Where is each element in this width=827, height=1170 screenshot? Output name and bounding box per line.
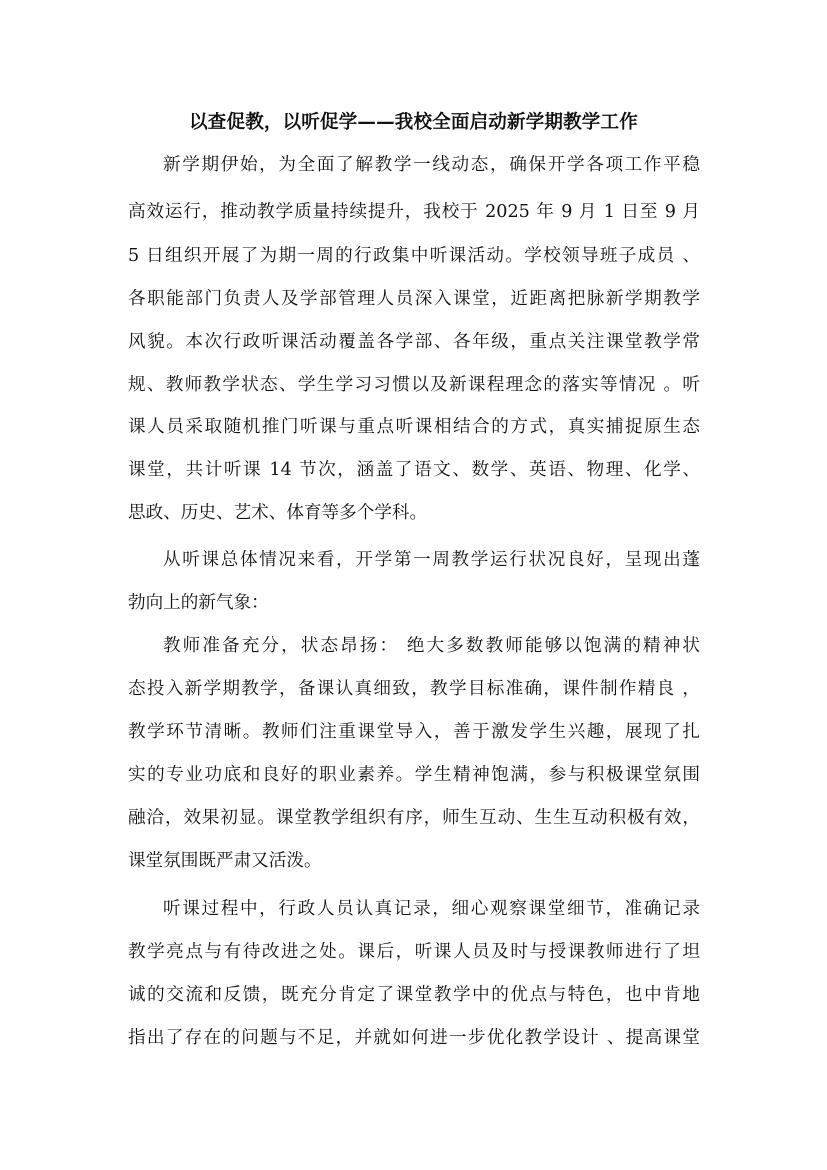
- text-line: 规、教师教学状态、学生学习习惯以及新课程理念的落实等情况 。听: [128, 375, 700, 395]
- text-line: 课堂氛围既严肃又活泼。: [128, 851, 322, 871]
- text-line: 高效运行，推动教学质量持续提升，我校于 2025 年 9 月 1 日至 9 月: [128, 202, 700, 222]
- text-line: 教学亮点与有待改进之处。课后，听课人员及时与授课教师进行了坦: [128, 942, 700, 962]
- text-line: 风貌。本次行政听课活动覆盖各学部、各年级，重点关注课堂教学常: [128, 332, 700, 352]
- text-line: 诚的交流和反馈，既充分肯定了课堂教学中的优点与特色，也中肯地: [128, 985, 700, 1005]
- text-line: 各职能部门负责人及学部管理人员深入课堂，近距离把脉新学期教学: [128, 289, 700, 309]
- text-line: 勃向上的新气象：: [128, 593, 269, 613]
- text-line: 融洽，效果初显。课堂教学组织有序，师生互动、生生互动积极有效，: [128, 808, 700, 828]
- text-line: 5 日组织开展了为期一周的行政集中听课活动。学校领导班子成员 、: [128, 246, 700, 266]
- text-line: 听课过程中，行政人员认真记录，细心观察课堂细节，准确记录: [163, 899, 700, 919]
- text-line: 课人员采取随机推门听课与重点听课相结合的方式，真实捕捉原生态: [128, 417, 700, 437]
- text-line: 教师准备充分，状态昂扬： 绝大多数教师能够以饱满的精神状: [163, 636, 700, 656]
- text-line: 新学期伊始，为全面了解教学一线动态，确保开学各项工作平稳: [163, 155, 700, 175]
- text-line: 思政、历史、艺术、体育等多个学科。: [128, 503, 428, 523]
- text-line: 教学环节清晰。教师们注重课堂导入，善于激发学生兴趣，展现了扎: [128, 722, 700, 742]
- text-line: 实的专业功底和良好的职业素养。学生精神饱满，参与积极课堂氛围: [128, 765, 700, 785]
- text-line: 态投入新学期教学，备课认真细致，教学目标准确，课件制作精良 ，: [128, 679, 700, 699]
- text-line: 课堂，共计听课 14 节次，涵盖了语文、数学、英语、物理、化学、: [128, 460, 700, 480]
- text-line: 从听课总体情况来看，开学第一周教学运行状况良好，呈现出蓬: [163, 550, 700, 570]
- text-line: 指出了存在的问题与不足，并就如何进一步优化教学设计 、提高课堂: [128, 1028, 700, 1048]
- page-title: 以查促教，以听促学——我校全面启动新学期教学工作: [189, 112, 638, 133]
